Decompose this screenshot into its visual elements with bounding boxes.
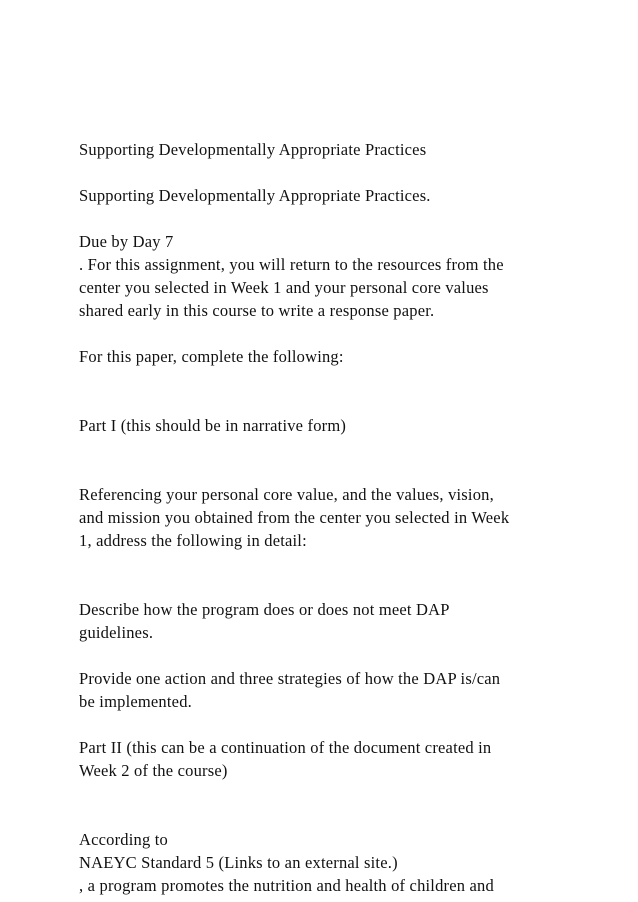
intro-line-2: center you selected in Week 1 and your personal core values — [79, 278, 489, 297]
item2-line-1: Provide one action and three strategies of how the DAP is/can — [79, 669, 501, 688]
part2-heading-line-1: Part II (this can be a continuation of the document created in — [79, 738, 492, 757]
document-title: Supporting Developmentally Appropriate Practices — [79, 140, 427, 159]
item2-line-2: be implemented. — [79, 692, 192, 711]
document-body — [79, 138, 599, 897]
reference-line-2: and mission you obtained from the center you selected in Week — [79, 508, 510, 527]
item1-line-1: Describe how the program does or does not meet DAP — [79, 600, 450, 619]
naeyc-standard-link: NAEYC Standard 5 (Links to an external site.) — [79, 853, 398, 872]
document-subtitle: Supporting Developmentally Appropriate Practices. — [79, 186, 431, 205]
reference-line-3: 1, address the following in detail: — [79, 531, 307, 550]
reference-line-1: Referencing your personal core value, and the values, vision, — [79, 485, 494, 504]
intro-line-1: . For this assignment, you will return to the resources from the — [79, 255, 504, 274]
due-date: Due by Day 7 — [79, 232, 174, 251]
item1-line-2: guidelines. — [79, 623, 154, 642]
continuation-line: , a program promotes the nutrition and health of children and — [79, 876, 494, 895]
according-to-line: According to — [79, 830, 169, 849]
part1-heading: Part I (this should be in narrative form) — [79, 416, 347, 435]
instructions-line: For this paper, complete the following: — [79, 347, 344, 366]
part2-heading-line-2: Week 2 of the course) — [79, 761, 228, 780]
intro-line-3: shared early in this course to write a response paper. — [79, 301, 435, 320]
